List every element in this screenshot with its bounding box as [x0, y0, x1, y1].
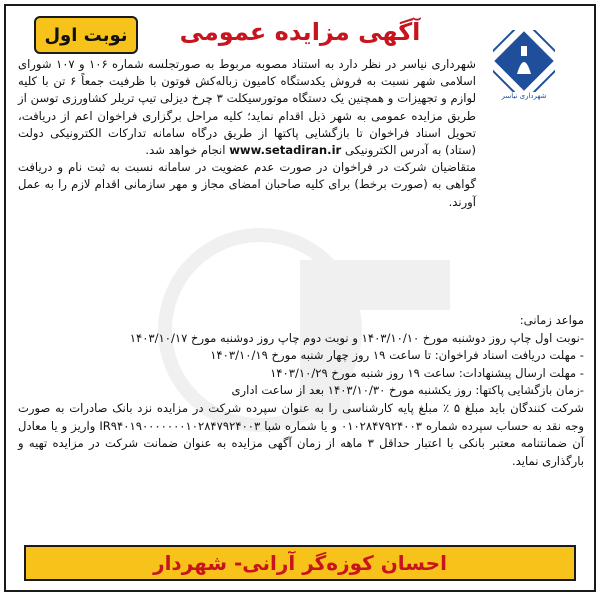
- applicants-paragraph: متقاضیان شرکت در فراخوان در صورت عدم عضویت در سامانه نسبت به ثبت نام و دریافت گواهی به (صورت برخط) برای کلیه صاحبان امضای مجاز و مهر سازمانی اقدام لازم را به عمل آورند.: [18, 160, 476, 209]
- notice-round-badge: [34, 16, 138, 54]
- notice-title: آگهی مزایده عمومی: [179, 18, 421, 46]
- badge-label: نوبت اول: [44, 24, 128, 46]
- schedule-item-4: -زمان بازگشایی پاکتها: روز یکشنبه مورخ ۱۴۰۳/۱۰/۳۰ بعد از ساعت اداری: [231, 383, 584, 398]
- signature-text: احسان کوزه‌گر آرانی- شهردار: [153, 551, 447, 575]
- schedule-item-1: -نوبت اول چاپ روز دوشنبه مورخ ۱۴۰۳/۱۰/۱۰ و نوبت دوم چاپ روز دوشنبه مورخ ۱۴۰۳/۱۰/۱۷: [129, 330, 584, 345]
- mayor-signature: [24, 545, 576, 581]
- deposit-paragraph: شرکت کنندگان باید مبلغ ۵ ٪ مبلغ پایه کارشناسی را به عنوان سپرده شرکت در مزایده نزد بانک صادرات به صورت وجه نقد به حساب سپرده شماره ۰۱۰۲۸۴۷۹۲۴۰۰۳ و یا شماره شبا IR۹۴۰۱۹۰۰۰۰۰۰۰۱۰۲۸۴۷۹۲۴۰۰۳ واریز و یا معادل آن ضمانتنامه معتبر بانکی با اعتبار حداقل ۳ ماهه از زمان آگهی مزایده به عنوان ضمانت شرکت در مزایده تهیه و بارگذاری نماید.: [18, 400, 584, 468]
- notice-intro: [18, 56, 476, 211]
- setad-url: www.setadiran.ir: [229, 143, 342, 158]
- schedule-item-3: - مهلت ارسال پیشنهادات: ساعت ۱۹ روز شنبه مورخ ۱۴۰۳/۱۰/۲۹: [270, 365, 584, 380]
- schedule-title: مواعد زمانی:: [519, 313, 584, 327]
- intro-end: انجام خواهد شد.: [145, 143, 226, 158]
- notice-schedule: [18, 312, 584, 470]
- municipality-logo-icon: [493, 30, 555, 92]
- schedule-item-2: - مهلت دریافت اسناد فراخوان: تا ساعت ۱۹ روز چهار شنبه مورخ ۱۴۰۳/۱۰/۱۹: [210, 348, 584, 363]
- intro-paragraph: شهرداری نیاسر در نظر دارد به استناد مصوبه مربوط به صورتجلسه شماره ۱۰۶ و ۱۰۷ شورای اسلامی شهر نسبت به فروش یکدستگاه کامیون زباله‌کش فوتون با ظرفیت جمعاً ۶ تن با کلیه لوازم و تجهیزات و همچنین یک دستگاه موتورسیکلت ۳ چرخ دیزلی تیپ تریلر کشاورزی توسن از طریق مزایده عمومی به شهر ذیل اقدام نماید؛ کلیه مراحل برگزاری فراخوان اعم از دریافت، تحویل اسناد فراخوان تا بازگشایی پاکتها از طریق درگاه سامانه تدارکات الکترونیکی دولت (ستاد) به آدرس الکترونیکی: [18, 57, 476, 158]
- logo-caption: شهرداری نیاسر: [501, 92, 547, 100]
